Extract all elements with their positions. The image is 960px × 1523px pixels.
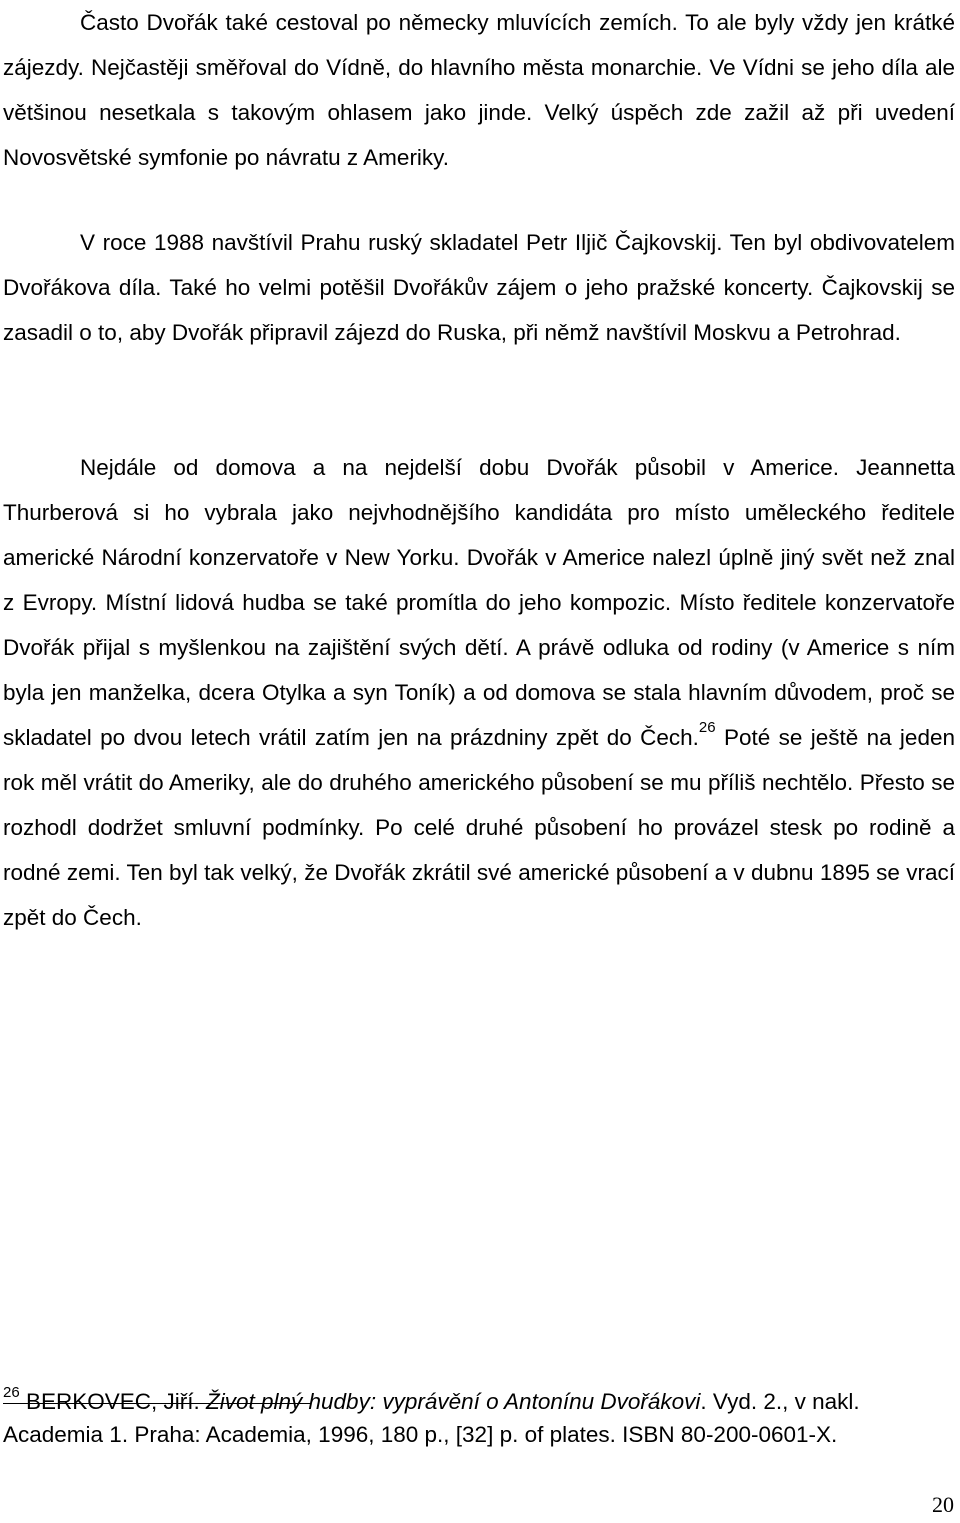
footnote-details: . Vyd. 2., v nakl. Academia 1. Praha: Academia, 1996, 180 p., [32] p. of plates. ISBN 80-200-0601-X. [3,1389,860,1447]
footnote-title: Život plný hudby: vyprávění o Antonínu Dvořákovi [205,1389,701,1414]
footnote-number: 26 [3,1384,20,1401]
footnote-author: BERKOVEC, Jiří. [19,1389,206,1414]
paragraph-3-text-before: Nejdále od domova a na nejdelší dobu Dvořák působil v Americe. Jeannetta Thurberová si ho vybrala jako nejvhodnějšího kandidáta pro místo uměleckého ředitele americké Národní konzervatoře v New Yorku. Dvořák v Americe nalezl úplně jiný svět než znal z Evropy. Místní lidová hudba se také promítla do jeho kompozic. Místo ředitele konzervatoře Dvořák přijal s myšlenkou na zajištění svých dětí. A právě odluka od rodiny (v Americe s ním byla jen manželka, dcera Otylka a syn Toník) a od domova se stala hlavním důvodem, proč se skladatel po dvou letech vrátil zatím jen na prázdniny zpět do Čech. [3,455,955,750]
paragraph-3 [3,445,955,940]
paragraph-1 [3,0,955,180]
footnote-reference[interactable]: 26 [698,719,716,736]
footnote [3,1385,948,1451]
paragraph-2-text: V roce 1988 navštívil Prahu ruský skladatel Petr Iljič Čajkovskij. Ten byl obdivovatelem Dvořákova díla. Také ho velmi potěšil Dvořákův zájem o jeho pražské koncerty. Čajkovskij se zasadil o to, aby Dvořák připravil zájezd do Ruska, při němž navštívil Moskvu a Petrohrad. [3,230,955,345]
page-number: 20 [932,1492,954,1517]
paragraph-1-text: Často Dvořák také cestoval po německy mluvících zemích. To ale byly vždy jen krátké zájezdy. Nejčastěji směřoval do Vídně, do hlavního města monarchie. Ve Vídni se jeho díla ale většinou nesetkala s takovým ohlasem jako jinde. Velký úspěch zde zažil až při uvedení Novosvětské symfonie po návratu z Ameriky. [3,10,955,170]
paragraph-3-text-after: Poté se ještě na jeden rok měl vrátit do Ameriky, ale do druhého amerického působení se mu příliš nechtělo. Přesto se rozhodl dodržet smluvní podmínky. Po celé druhé působení ho provázel stesk po rodině a rodné zemi. Ten byl tak velký, že Dvořák zkrátil své americké působení a v dubnu 1895 se vrací zpět do Čech. [3,725,955,930]
paragraph-2 [3,220,955,355]
